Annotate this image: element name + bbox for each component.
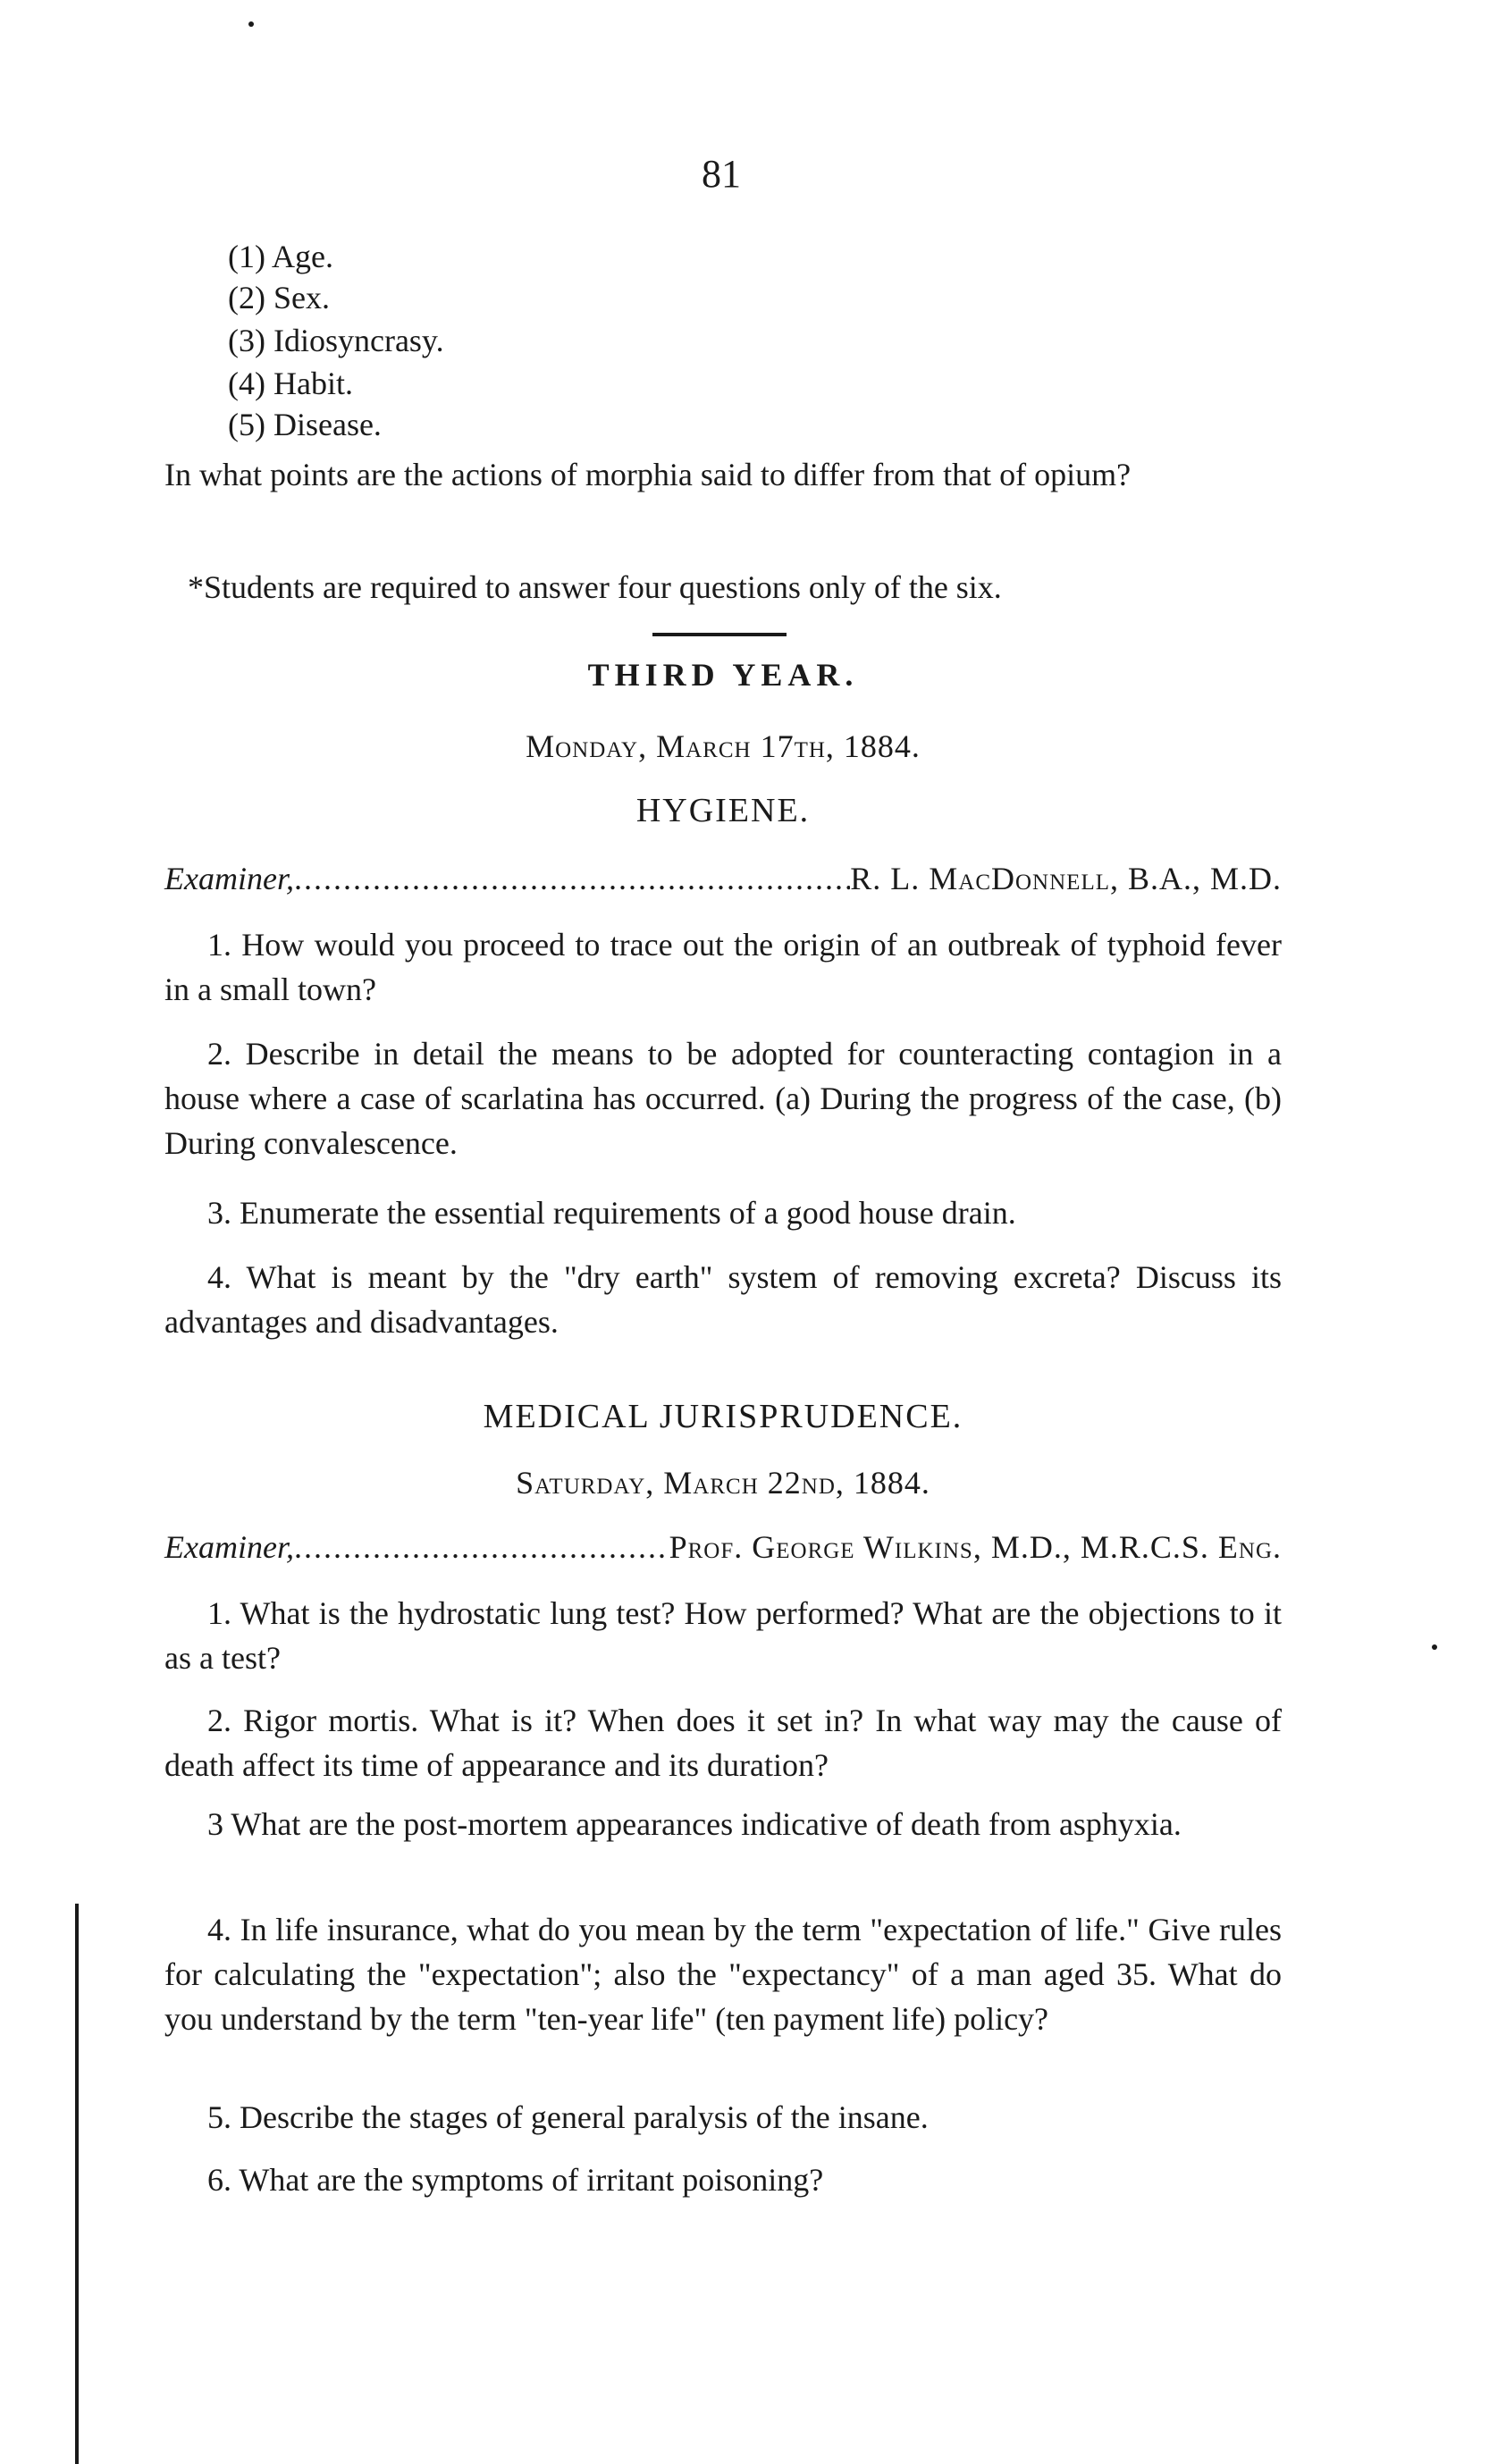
leader-dots [294, 856, 850, 901]
examiner-name: Prof. George Wilkins, M.D., M.R.C.S. Eng. [669, 1529, 1282, 1565]
list-item: (5) Disease. [228, 407, 382, 442]
list-item: (4) Habit. [228, 366, 353, 401]
question: 6. What are the symptoms of irritant poisoning? [207, 2162, 824, 2198]
question-morphia: In what points are the actions of morphia said to differ from that of opium? [164, 457, 1132, 492]
question: 5. Describe the stages of general paralysis of the insane. [207, 2099, 929, 2135]
examiner-line [164, 856, 1282, 901]
question: 4. In life insurance, what do you mean by the term "expectation of life." Give rules for calculating the "expectation"; also the "expectancy" of a man aged 35. What do you understand by the term "ten-year life" (ten payment life) policy? [164, 1912, 1282, 2037]
question: 1. What is the hydrostatic lung test? How performed? What are the objections to it as a test? [164, 1595, 1282, 1676]
section-divider [652, 633, 787, 636]
print-speck [248, 21, 254, 27]
question: 2. Describe in detail the means to be adopted for counteracting contagion in a house where a case of scarlatina has occurred. (a) During the progress of the case, (b) During convalescence. [164, 1036, 1282, 1161]
section-heading: THIRD YEAR. [587, 657, 859, 693]
examiner-label: Examiner, [164, 1529, 294, 1565]
list-item: (2) Sex. [228, 280, 330, 315]
question: 4. What is meant by the "dry earth" system of removing excreta? Discuss its advantages and disadvantages. [164, 1259, 1282, 1340]
subject-title: HYGIENE. [635, 792, 811, 829]
question: 1. How would you proceed to trace out the origin of an outbreak of typhoid fever in a small town? [164, 927, 1282, 1007]
question: 3. Enumerate the essential requirements of a good house drain. [207, 1195, 1016, 1231]
page-number: 81 [702, 152, 741, 196]
list-item: (3) Idiosyncrasy. [228, 323, 444, 358]
print-speck [1432, 1644, 1437, 1650]
question: 2. Rigor mortis. What is it? When does it set in? In what way may the cause of death affect its time of appearance and its duration? [164, 1703, 1282, 1783]
leader-dots [294, 1525, 669, 1569]
examiner-label: Examiner, [164, 861, 294, 896]
exam-date: Monday, March 17th, 1884. [526, 728, 921, 764]
examiner-name: R. L. MacDonnell, B.A., M.D. [850, 861, 1282, 896]
question: 3 What are the post-mortem appearances indicative of death from asphyxia. [207, 1806, 1182, 1842]
footnote: *Students are required to answer four questions only of the six. [188, 569, 1002, 605]
exam-date: Saturday, March 22nd, 1884. [516, 1465, 930, 1501]
scan-margin-line [75, 1904, 79, 2464]
subject-title: MEDICAL JURISPRUDENCE. [483, 1398, 963, 1435]
list-item: (1) Age. [228, 239, 333, 274]
examiner-line [164, 1525, 1282, 1569]
